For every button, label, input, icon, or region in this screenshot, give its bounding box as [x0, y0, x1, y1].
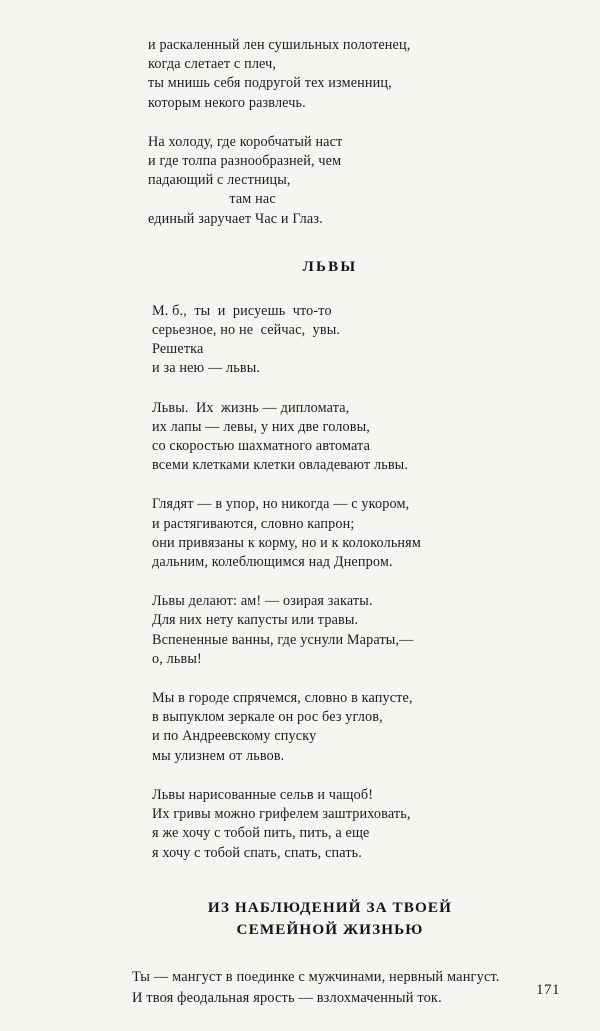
poem-line: И твоя феодальная ярость — взлохмаченный ток. [132, 989, 442, 1006]
stanza-na-holodu [148, 133, 520, 229]
poem-line: падающий с лестницы, [148, 172, 291, 189]
poem-line: Львы делают: ам! — озирая закаты. [152, 593, 373, 610]
stanza-ty-mangust [132, 967, 520, 1009]
poem-line: и за нею — львы. [152, 360, 261, 377]
section-title-line: СЕМЕЙНОЙ ЖИЗНЬЮ [236, 920, 424, 938]
poem-line: Львы нарисованные сельв и чащоб! [152, 786, 374, 803]
stanza-mb [152, 302, 520, 379]
page-number: 171 [536, 982, 560, 998]
poem-line: и по Андреевскому спуску [152, 728, 317, 745]
poem-line: и раскаленный лен сушильных полотенец, [148, 37, 411, 53]
poem-line: и растягиваются, словно капрон; [152, 515, 355, 532]
poem-line: я же хочу с тобой пить, пить, а еще [152, 825, 370, 842]
stanza-continuation [148, 36, 520, 113]
poem-line: серьезное, но не сейчас, увы. [152, 322, 341, 339]
stanza-lvy-delayut [152, 592, 520, 669]
section-title-iz-nablyudeniy [140, 897, 520, 941]
poem-line: Ты — мангуст в поединке с мужчинами, нервный мангуст. [132, 968, 500, 985]
stanza-glyadyat [152, 495, 520, 572]
poem-line: Мы в городе спрячемся, словно в капусте, [152, 690, 413, 707]
poem-line: Глядят — в упор, но никогда — с укором, [152, 496, 410, 513]
poem-line: На холоду, где коробчатый наст [148, 133, 343, 150]
stanza-lvy-narisovannye [152, 786, 520, 863]
poem-title-lvy: ЛЬВЫ [302, 258, 358, 275]
poem-line: Их гривы можно грифелем заштриховать, [152, 806, 411, 823]
poem-line: мы улизнем от львов. [152, 747, 285, 764]
poem-line: всеми клетками клетки овладевают львы. [152, 457, 409, 474]
poem-line: их лапы — левы, у них две головы, [152, 418, 370, 435]
stanza-my-v-gorode [152, 689, 520, 766]
poem-line: в выпуклом зеркале он рос без углов, [152, 709, 383, 726]
poem-line: я хочу с тобой спать, спать, спать. [152, 844, 362, 861]
poem-line: когда слетает с плеч, [148, 56, 277, 73]
poem-line: о, львы! [152, 650, 202, 667]
poem-line: и где толпа разнообразней, чем [148, 153, 342, 170]
poem-line: М. б., ты и рисуешь что-то [152, 302, 332, 319]
poem-line: Вспененные ванны, где уснули Мараты,— [152, 631, 414, 648]
poem-body [132, 36, 520, 1029]
poem-line: Львы. Их жизнь — дипломата, [152, 399, 350, 416]
stanza-lvy-zhizn [152, 399, 520, 476]
poem-line: они привязаны к корму, но и к колокольням [152, 534, 421, 551]
poem-line: которым некого развлечь. [148, 94, 306, 111]
poem-line: Решетка [152, 341, 204, 358]
poem-line: дальним, колеблющимся над Днепром. [152, 554, 393, 571]
poem-line: Для них нету капусты или травы. [152, 612, 359, 629]
poem-line: единый заручает Час и Глаз. [148, 210, 323, 227]
poem-line: ты мнишь себя подругой тех изменниц, [148, 75, 392, 92]
section-title-line: ИЗ НАБЛЮДЕНИЙ ЗА ТВОЕЙ [207, 898, 453, 916]
poem-line: там нас [148, 191, 276, 208]
poem-line: со скоростью шахматного автомата [152, 438, 371, 455]
